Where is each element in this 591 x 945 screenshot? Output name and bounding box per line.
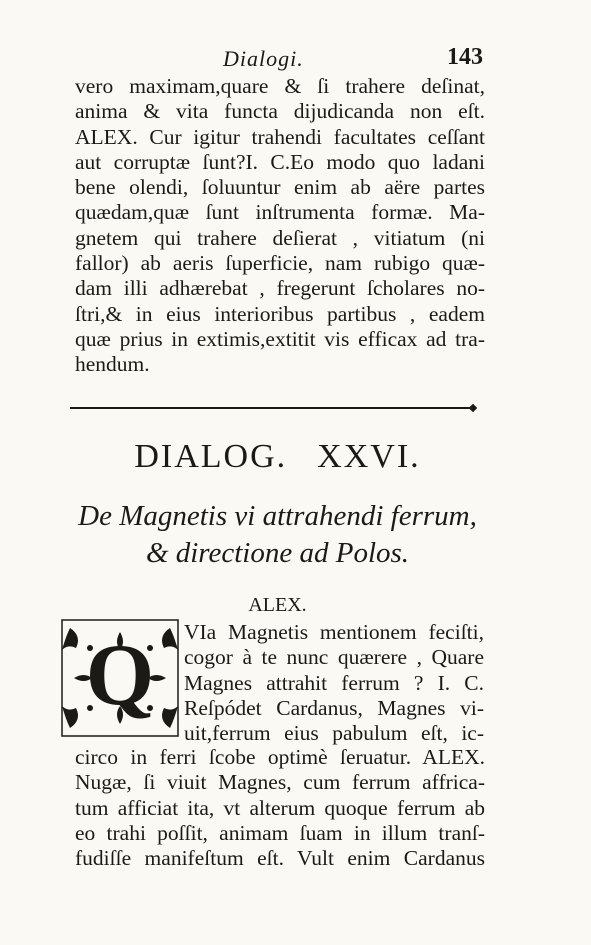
text-line: quæ prius in extimis,extitit vis efficax ad tra- xyxy=(75,326,485,351)
text-line: ſtri,& in eius interioribus partibus , eadem xyxy=(75,301,485,326)
dialogue-heading-number: XXVI. xyxy=(317,438,421,475)
running-head: Dialogi. xyxy=(223,46,304,71)
drop-cap-letter: Q xyxy=(85,627,155,724)
speaker-label: ALEX. xyxy=(248,594,307,616)
text-line: bene olendi, ſoluuntur enim ab aëre partes xyxy=(75,175,485,200)
text-line: fallor) ab aeris ſuperficie, nam rubigo quæ- xyxy=(75,251,485,276)
divider-line xyxy=(70,407,470,409)
text-line: aut corruptæ ſunt?I. C.Eo modo quo ladani xyxy=(75,149,485,174)
dialogue-opening-text xyxy=(184,620,484,746)
dialogue-heading-label: DIALOG. xyxy=(134,438,288,475)
text-line: Nugæ, ſi viuit Magnes, cum ferrum affrica- xyxy=(75,770,485,795)
text-line: circo in ferri ſcobe optimè ſeruatur. ALEX. xyxy=(75,745,485,769)
dialogue-subtitle-line1: De Magnetis vi attrahendi ferrum, xyxy=(78,500,477,532)
dialogue-heading xyxy=(70,438,485,476)
text-line: ALEX. Cur igitur trahendi facultates ceſſant xyxy=(75,124,485,149)
dialogue-continued-text xyxy=(75,745,485,871)
dialogue-subtitle-line2: & directione ad Polos. xyxy=(145,537,410,569)
page-header xyxy=(75,44,487,78)
text-line: anima & vita functa dijudicanda non eſt. xyxy=(75,99,485,124)
text-line: dam illi adhærebat , fregerunt ſcholares no- xyxy=(75,276,485,301)
section-divider-rule xyxy=(70,404,470,412)
text-line: cogor à te nunc quærere , Quare xyxy=(184,645,484,670)
text-line: VIa Magnetis mentionem feciſti, xyxy=(184,620,484,644)
page-number: 143 xyxy=(447,44,483,70)
text-line: fudiſſe manifeſtum eſt. Vult enim Cardanus xyxy=(75,846,485,871)
divider-ornament xyxy=(469,404,477,412)
text-line: vero maximam,quare & ſi trahere deſinat, xyxy=(75,74,485,98)
text-line: Reſpódet Cardanus, Magnes vi- xyxy=(184,695,484,720)
text-line: uit,ferrum eius pabulum eſt, ic- xyxy=(184,721,484,746)
text-line: gnetem qui trahere deſierat , vitiatum (ni xyxy=(75,225,485,250)
ornamental-drop-cap xyxy=(60,618,180,738)
previous-dialogue-text xyxy=(75,74,485,378)
text-line: tum afficiat ita, vt alterum quoque ferrum ab xyxy=(75,795,485,820)
text-line: Magnes attrahit ferrum ? I. C. xyxy=(184,670,484,695)
text-line: hendum. xyxy=(75,352,150,377)
text-line: eo trahi poſſit, animam ſuam in illum tranſ- xyxy=(75,820,485,845)
text-line: quædam,quæ ſunt inſtrumenta formæ. Ma- xyxy=(75,200,485,225)
